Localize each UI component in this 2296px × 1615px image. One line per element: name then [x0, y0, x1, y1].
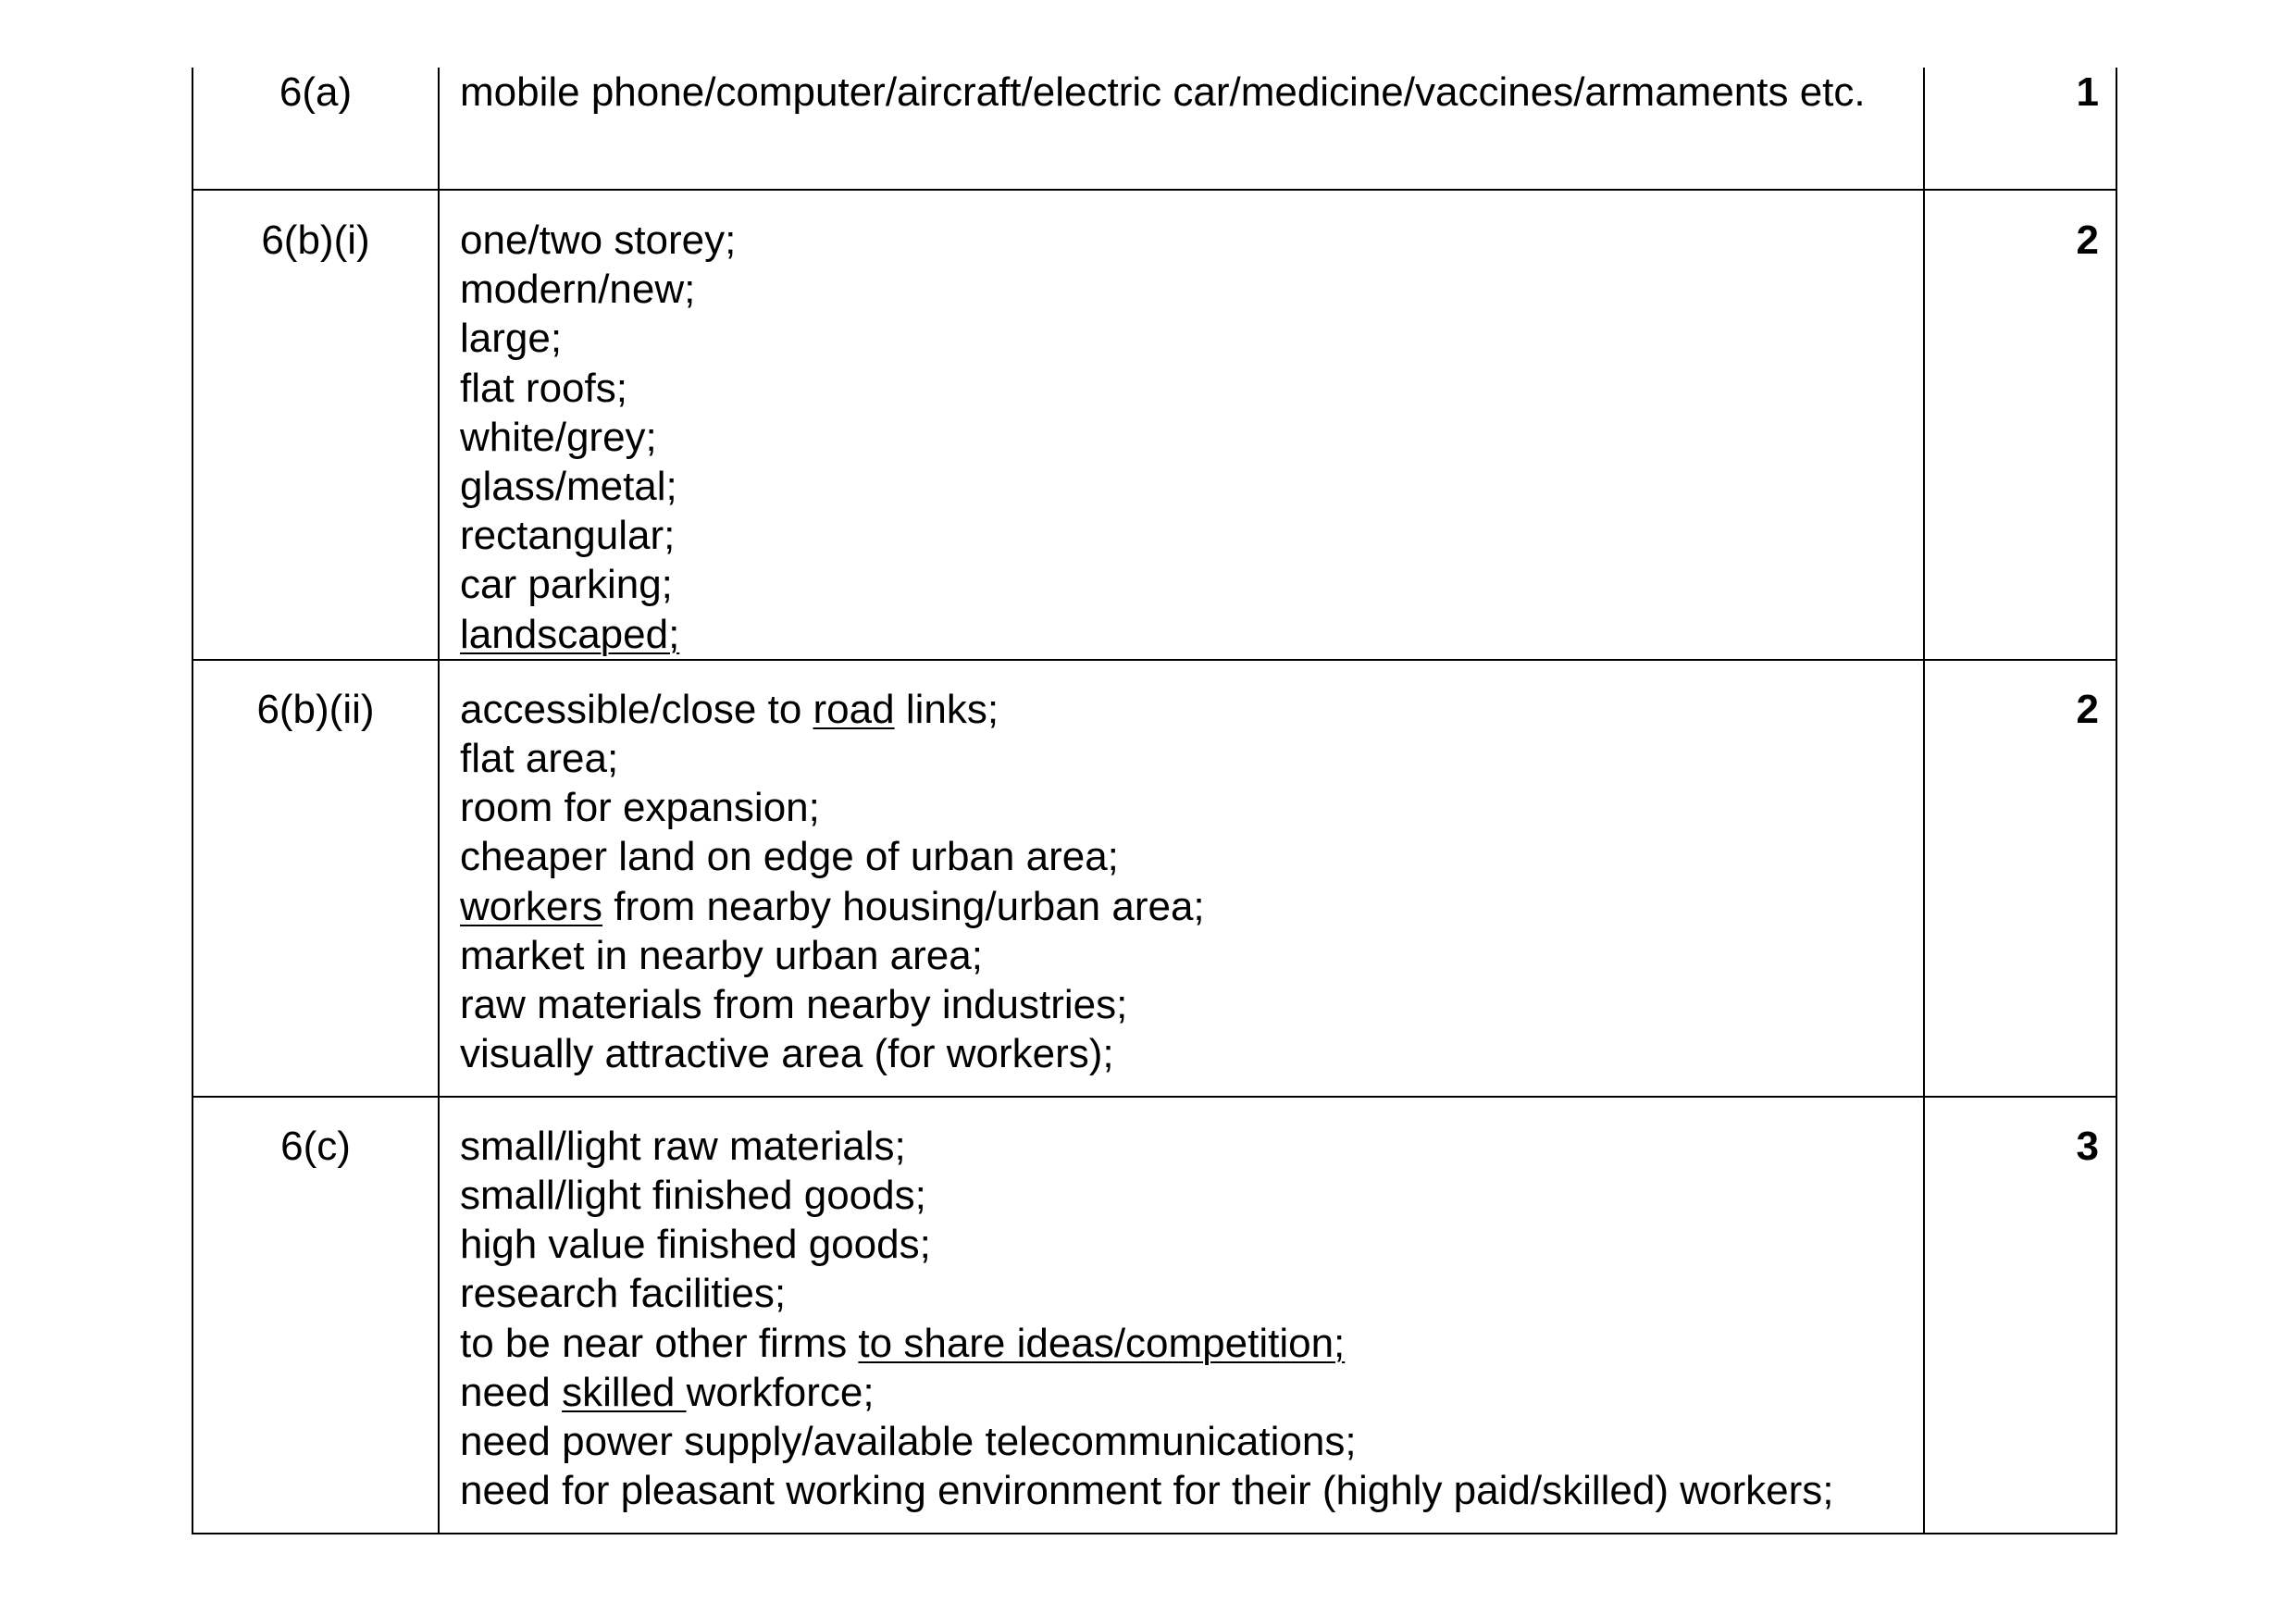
answer-line: market in nearby urban area;: [460, 932, 983, 978]
underlined-keyword: road: [813, 686, 895, 732]
answer-cell: [439, 68, 1924, 190]
answer-line: need power supply/available telecommunications;: [460, 1419, 1357, 1465]
underlined-keyword: to share ideas/competition;: [858, 1320, 1346, 1366]
answer-line: cheaper land on edge of urban area;: [460, 834, 1119, 880]
answer-line: mobile phone/computer/aircraft/electric car/medicine/vaccines/armaments etc.: [460, 69, 1866, 115]
marks-value: 3: [1924, 1097, 2116, 1534]
table-row: [192, 660, 2116, 1097]
answer-line: flat roofs;: [460, 365, 627, 411]
answer-line: [460, 882, 1905, 931]
answer-text: need: [460, 1369, 563, 1415]
answer-line: small/light finished goods;: [460, 1173, 926, 1219]
marks-value: 2: [1924, 660, 2116, 1097]
mark-scheme-table: [192, 68, 2117, 1534]
answer-line: research facilities;: [460, 1271, 787, 1317]
question-number: 6(c): [192, 1097, 439, 1534]
answer-line: rectangular;: [460, 513, 676, 559]
answer-line: white/grey;: [460, 414, 657, 460]
answer-line: glass/metal;: [460, 464, 677, 510]
answer-line-underlined: landscaped;: [460, 611, 680, 657]
answer-line: raw materials from nearby industries;: [460, 982, 1128, 1028]
answer-text: to be near other firms: [460, 1320, 859, 1366]
answer-text: from nearby housing/urban area;: [602, 883, 1205, 929]
answer-cell: [439, 190, 1924, 660]
underlined-keyword: workers: [460, 883, 603, 929]
answer-line: [460, 685, 1905, 734]
marks-value: 1: [1924, 68, 2116, 190]
table-row: [192, 1097, 2116, 1534]
answer-line: [460, 1368, 1905, 1417]
question-number: 6(b)(ii): [192, 660, 439, 1097]
answer-line: need for pleasant working environment for their (highly paid/skilled) workers;: [460, 1468, 1834, 1514]
underlined-keyword: skilled: [562, 1369, 687, 1415]
question-number: 6(b)(i): [192, 190, 439, 660]
answer-line: modern/new;: [460, 267, 696, 313]
table-row: [192, 190, 2116, 660]
answer-text: workforce;: [686, 1369, 875, 1415]
answer-line: high value finished goods;: [460, 1222, 931, 1268]
answer-line: room for expansion;: [460, 785, 820, 831]
answer-text: accessible/close to: [460, 686, 813, 732]
answer-cell: [439, 1097, 1924, 1534]
question-number: 6(a): [192, 68, 439, 190]
marks-value: 2: [1924, 190, 2116, 660]
table-row: [192, 68, 2116, 190]
answer-line: small/light raw materials;: [460, 1123, 906, 1169]
answer-text: links;: [894, 686, 999, 732]
answer-line: visually attractive area (for workers);: [460, 1031, 1114, 1077]
answer-line: flat area;: [460, 736, 619, 782]
answer-line: car parking;: [460, 562, 673, 608]
answer-line: large;: [460, 316, 563, 362]
answer-cell: [439, 660, 1924, 1097]
answer-line: one/two storey;: [460, 217, 737, 263]
answer-line: [460, 1319, 1905, 1368]
